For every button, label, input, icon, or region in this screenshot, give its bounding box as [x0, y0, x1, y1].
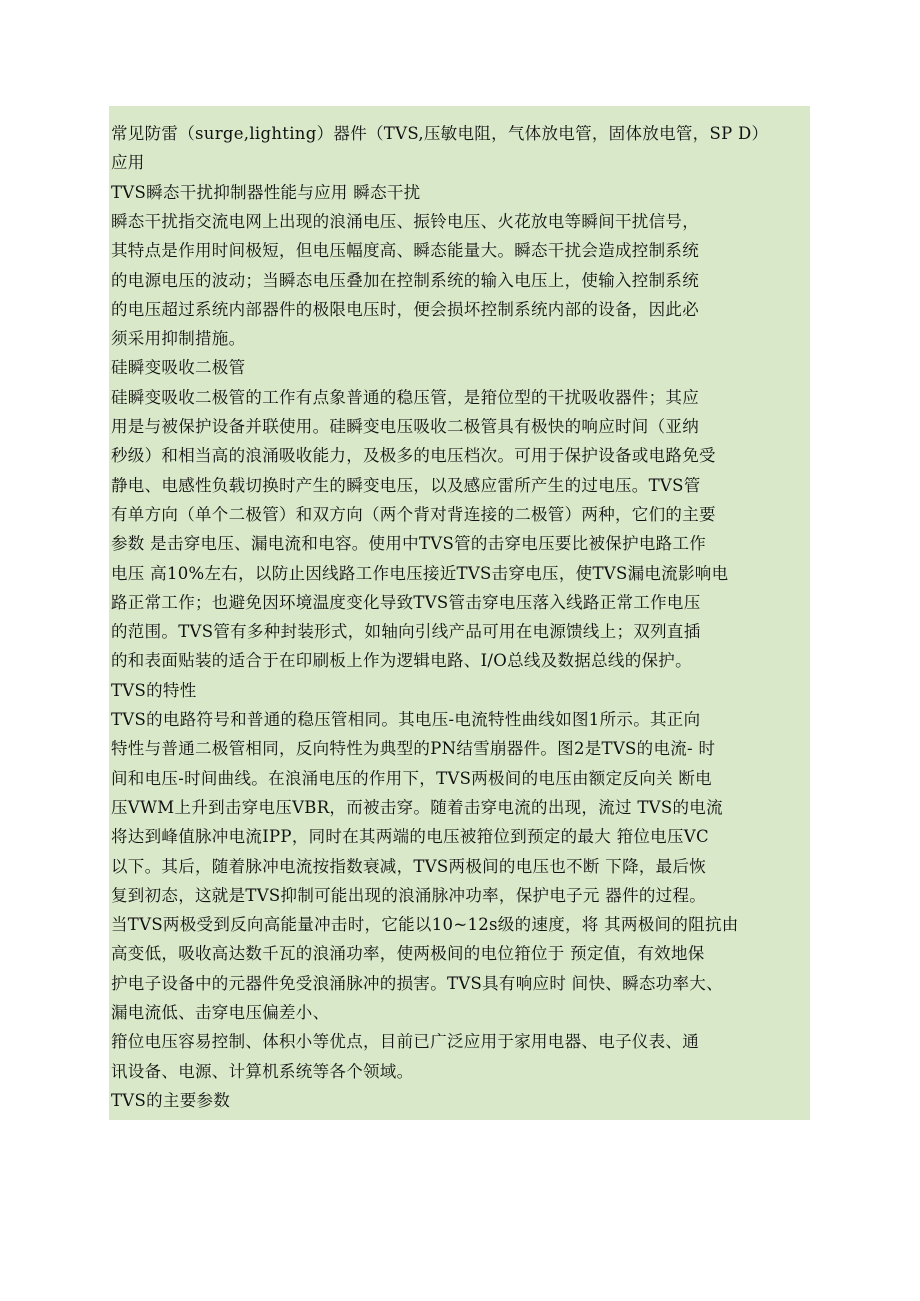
text-line: 的电源电压的波动；当瞬态电压叠加在控制系统的输入电压上，使输入控制系统: [111, 270, 699, 290]
text-line: 硅瞬变吸收二极管: [111, 358, 246, 378]
text-line: 特性与普通二极管相同，反向特性为典型的PN结雪崩器件。图2是TVS的电流- 时: [111, 739, 716, 759]
text-line: 高变低，吸收高达数千瓦的浪涌功率，使两极间的电位箝位于 预定值，有效地保: [111, 944, 705, 964]
text-line: 箝位电压容易控制、体积小等优点，目前已广泛应用于家用电器、电子仪表、通: [111, 1032, 699, 1052]
text-line: 静电、电感性负载切换时产生的瞬变电压，以及感应雷所产生的过电压。TVS管: [111, 475, 701, 495]
text-line: 秒级）和相当高的浪涌吸收能力，及极多的电压档次。可用于保护设备或电路免受: [111, 446, 716, 466]
text-line: 的和表面贴装的适合于在印刷板上作为逻辑电路、I/O总线及数据总线的保护。: [111, 651, 692, 671]
text-line: 常见防雷（surge,lighting）器件（TVS,压敏电阻，气体放电管，固体放电管，SP D）: [111, 124, 769, 143]
text-line: 间和电压-时间曲线。在浪涌电压的作用下，TVS两极间的电压由额定反向关 断电: [111, 768, 712, 788]
text-line: 瞬态干扰指交流电网上出现的浪涌电压、振铃电压、火花放电等瞬间干扰信号，: [111, 211, 699, 231]
text-line: 硅瞬变吸收二极管的工作有点象普通的稳压管，是箝位型的干扰吸收器件；其应: [111, 387, 699, 407]
text-line: 讯设备、电源、计算机系统等各个领域。: [111, 1061, 414, 1081]
text-line: 将达到峰值脉冲电流IPP，同时在其两端的电压被箝位到预定的最大 箝位电压VC: [111, 827, 709, 847]
text-line: 的电压超过系统内部器件的极限电压时，便会损坏控制系统内部的设备，因此必: [111, 299, 699, 319]
text-line: 应用: [111, 153, 145, 173]
text-line: 路正常工作；也避免因环境温度变化导致TVS管击穿电压落入线路正常工作电压: [111, 592, 701, 612]
text-line: TVS的主要参数: [111, 1090, 231, 1110]
text-line: 以下。其后，随着脉冲电流按指数衰减，TVS两极间的电压也不断 下降，最后恢: [111, 856, 707, 876]
text-line: 参数 是击穿电压、漏电流和电容。使用中TVS管的击穿电压要比被保护电路工作: [111, 534, 707, 554]
text-line: 当TVS两极受到反向高能量冲击时，它能以10~12s级的速度，将 其两极间的阻抗由: [111, 915, 739, 935]
text-line: 用是与被保护设备并联使用。硅瞬变电压吸收二极管具有极快的响应时间（亚纳: [111, 417, 699, 436]
text-line: 复到初态，这就是TVS抑制可能出现的浪涌脉冲功率，保护电子元 器件的过程。: [111, 885, 707, 905]
text-line: TVS瞬态干扰抑制器性能与应用 瞬态干扰: [111, 182, 421, 202]
text-line: 压VWM上升到击穿电压VBR，而被击穿。随着击穿电流的出现，流过 TVS的电流: [111, 797, 723, 817]
text-line: 电压 高10%左右，以防止因线路工作电压接近TVS击穿电压，使TVS漏电流影响电: [111, 563, 729, 583]
text-line: 的范围。TVS管有多种封装形式，如轴向引线产品可用在电源馈线上；双列直插: [111, 622, 701, 642]
text-line: TVS的特性: [111, 680, 197, 700]
text-line: TVS的电路符号和普通的稳压管相同。其电压-电流特性曲线如图1所示。其正向: [111, 710, 701, 729]
document-text-block: [109, 106, 810, 1120]
text-line: 其特点是作用时间极短，但电压幅度高、瞬态能量大。瞬态干扰会造成控制系统: [111, 241, 699, 261]
text-line: 护电子设备中的元器件免受浪涌脉冲的损害。TVS具有响应时 间快、瞬态功率大、: [111, 973, 723, 993]
text-line: 漏电流低、击穿电压偏差小、: [111, 1003, 330, 1022]
text-line: 须采用抑制措施。: [111, 329, 246, 349]
text-line: 有单方向（单个二极管）和双方向（两个背对背连接的二极管）两种，它们的主要: [111, 504, 716, 524]
